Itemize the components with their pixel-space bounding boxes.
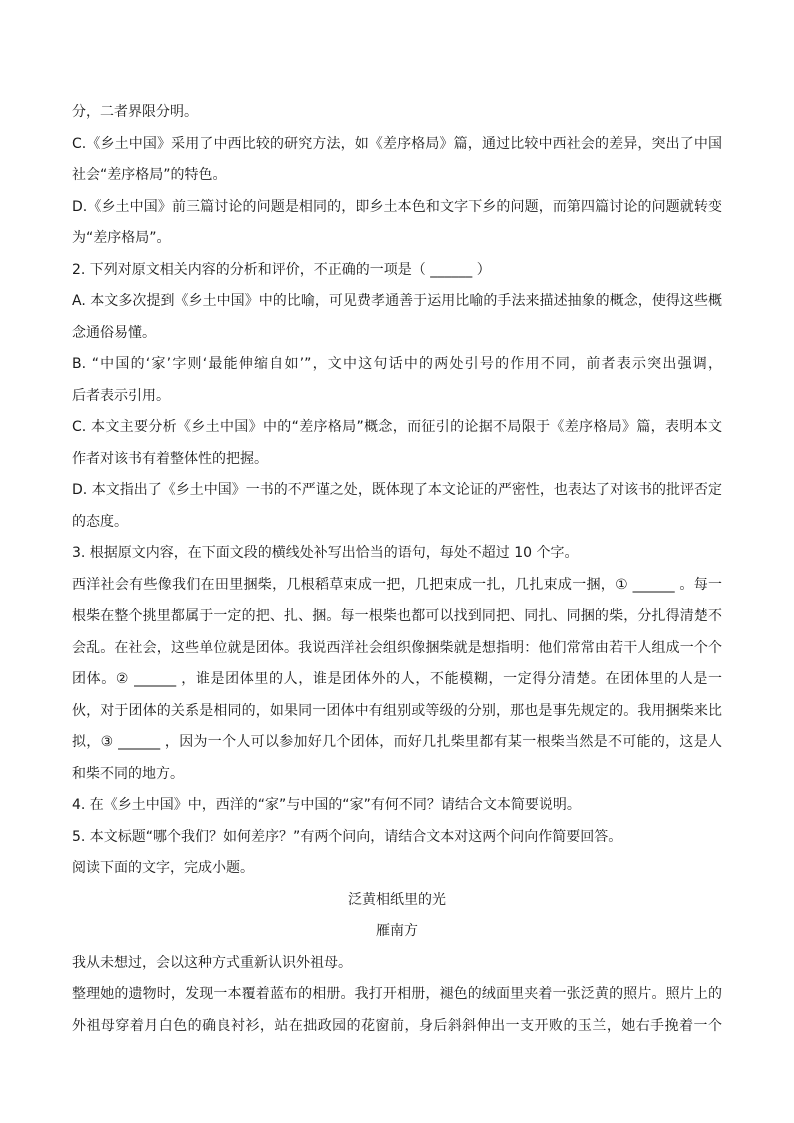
- document-page: [72, 97, 722, 1042]
- question-3: 3. 根据原文内容，在下面文段的横线处补写出恰当的语句，每处不超过 10 个字。: [72, 545, 579, 561]
- passage-line: 西洋社会有些像我们在田里捆柴，几根稻草束成一把，几把束成一扎，几扎束成一捆，① ______ 。每一: [72, 576, 722, 593]
- passage-line: 根柴在整个挑里都属于一定的把、扎、捆。每一根柴也都可以找到同把、同扎、同捆的柴，分扎得清楚不: [72, 608, 722, 624]
- option-c-line: C.《乡土中国》采用了中西比较的研究方法，如《差序格局》篇，通过比较中西社会的差异，突出了中国: [72, 135, 722, 152]
- option-c-line: C. 本文主要分析《乡土中国》中的“差序格局”概念，而征引的论据不局限于《差序格局》篇，表明本文: [72, 419, 722, 435]
- option-b-line: B. “中国的‘家’字则‘最能伸缩自如’”，文中这句话中的两处引号的作用不同，前者表示突出强调，: [72, 356, 722, 372]
- question-5: 5. 本文标题“哪个我们？如何差序？”有两个问向，请结合文本对这两个问向作简要回答。: [72, 828, 623, 845]
- article-paragraph: 外祖母穿着月白色的确良衬衫，站在拙政园的花窗前，身后斜斜伸出一支开败的玉兰，她右手挽着一个: [72, 1017, 722, 1034]
- passage-line: 团体。② ______ ，谁是团体里的人，谁是团体外的人，不能模糊，一定得分清楚。在团体里的人是一: [72, 671, 722, 687]
- text-line: 作者对该书有着整体性的把握。: [72, 450, 268, 467]
- article-paragraph: 整理她的遗物时，发现一本覆着蓝布的相册。我打开相册，褪色的绒面里夹着一张泛黄的照片。照片上的: [72, 986, 722, 1002]
- text-line: 分，二者界限分明。: [72, 104, 198, 120]
- question-2: 2. 下列对原文相关内容的分析和评价，不正确的一项是（ ______ ）: [72, 261, 491, 278]
- option-d-line: D.《乡土中国》前三篇讨论的问题是相同的，即乡土本色和文字下乡的问题，而第四篇讨论的问题就转变: [72, 198, 722, 215]
- text-line: 后者表示引用。: [72, 387, 170, 404]
- article-author: 雁南方: [376, 923, 418, 939]
- passage-line: 伙，对于团体的关系是相同的，如果同一团体中有组别或等级的分别，那也是事先规定的。我用捆柴来比: [72, 702, 722, 719]
- question-4: 4. 在《乡土中国》中，西洋的“家”与中国的“家”有何不同？请结合文本简要说明。: [72, 797, 581, 813]
- passage-line: 和柴不同的地方。: [72, 765, 184, 782]
- passage-line: 会乱。在社会，这些单位就是团体。我说西洋社会组织像捆柴就是想指明：他们常常由若干人组成一个个: [72, 639, 722, 656]
- text-line: 念通俗易懂。: [72, 324, 156, 341]
- reading-instruction: 阅读下面的文字，完成小题。: [72, 860, 254, 876]
- text-line: 社会“差序格局”的特色。: [72, 167, 227, 183]
- text-line: 的态度。: [72, 513, 128, 530]
- option-a-line: A. 本文多次提到《乡土中国》中的比喻，可见费孝通善于运用比喻的手法来描述抽象的概念，使得这些概: [72, 293, 722, 309]
- passage-line: 拟，③ ______ ，因为一个人可以参加好几个团体，而好几扎柴里都有某一根柴当然是不可能的，这是人: [72, 734, 722, 750]
- option-d-line: D. 本文指出了《乡土中国》一书的不严谨之处，既体现了本文论证的严密性，也表达了对该书的批评否定: [72, 482, 722, 498]
- article-title: 泛黄相纸里的光: [348, 891, 446, 908]
- article-paragraph: 我从未想过，会以这种方式重新认识外祖母。: [72, 954, 352, 971]
- text-line: 为“差序格局”。: [72, 230, 171, 246]
